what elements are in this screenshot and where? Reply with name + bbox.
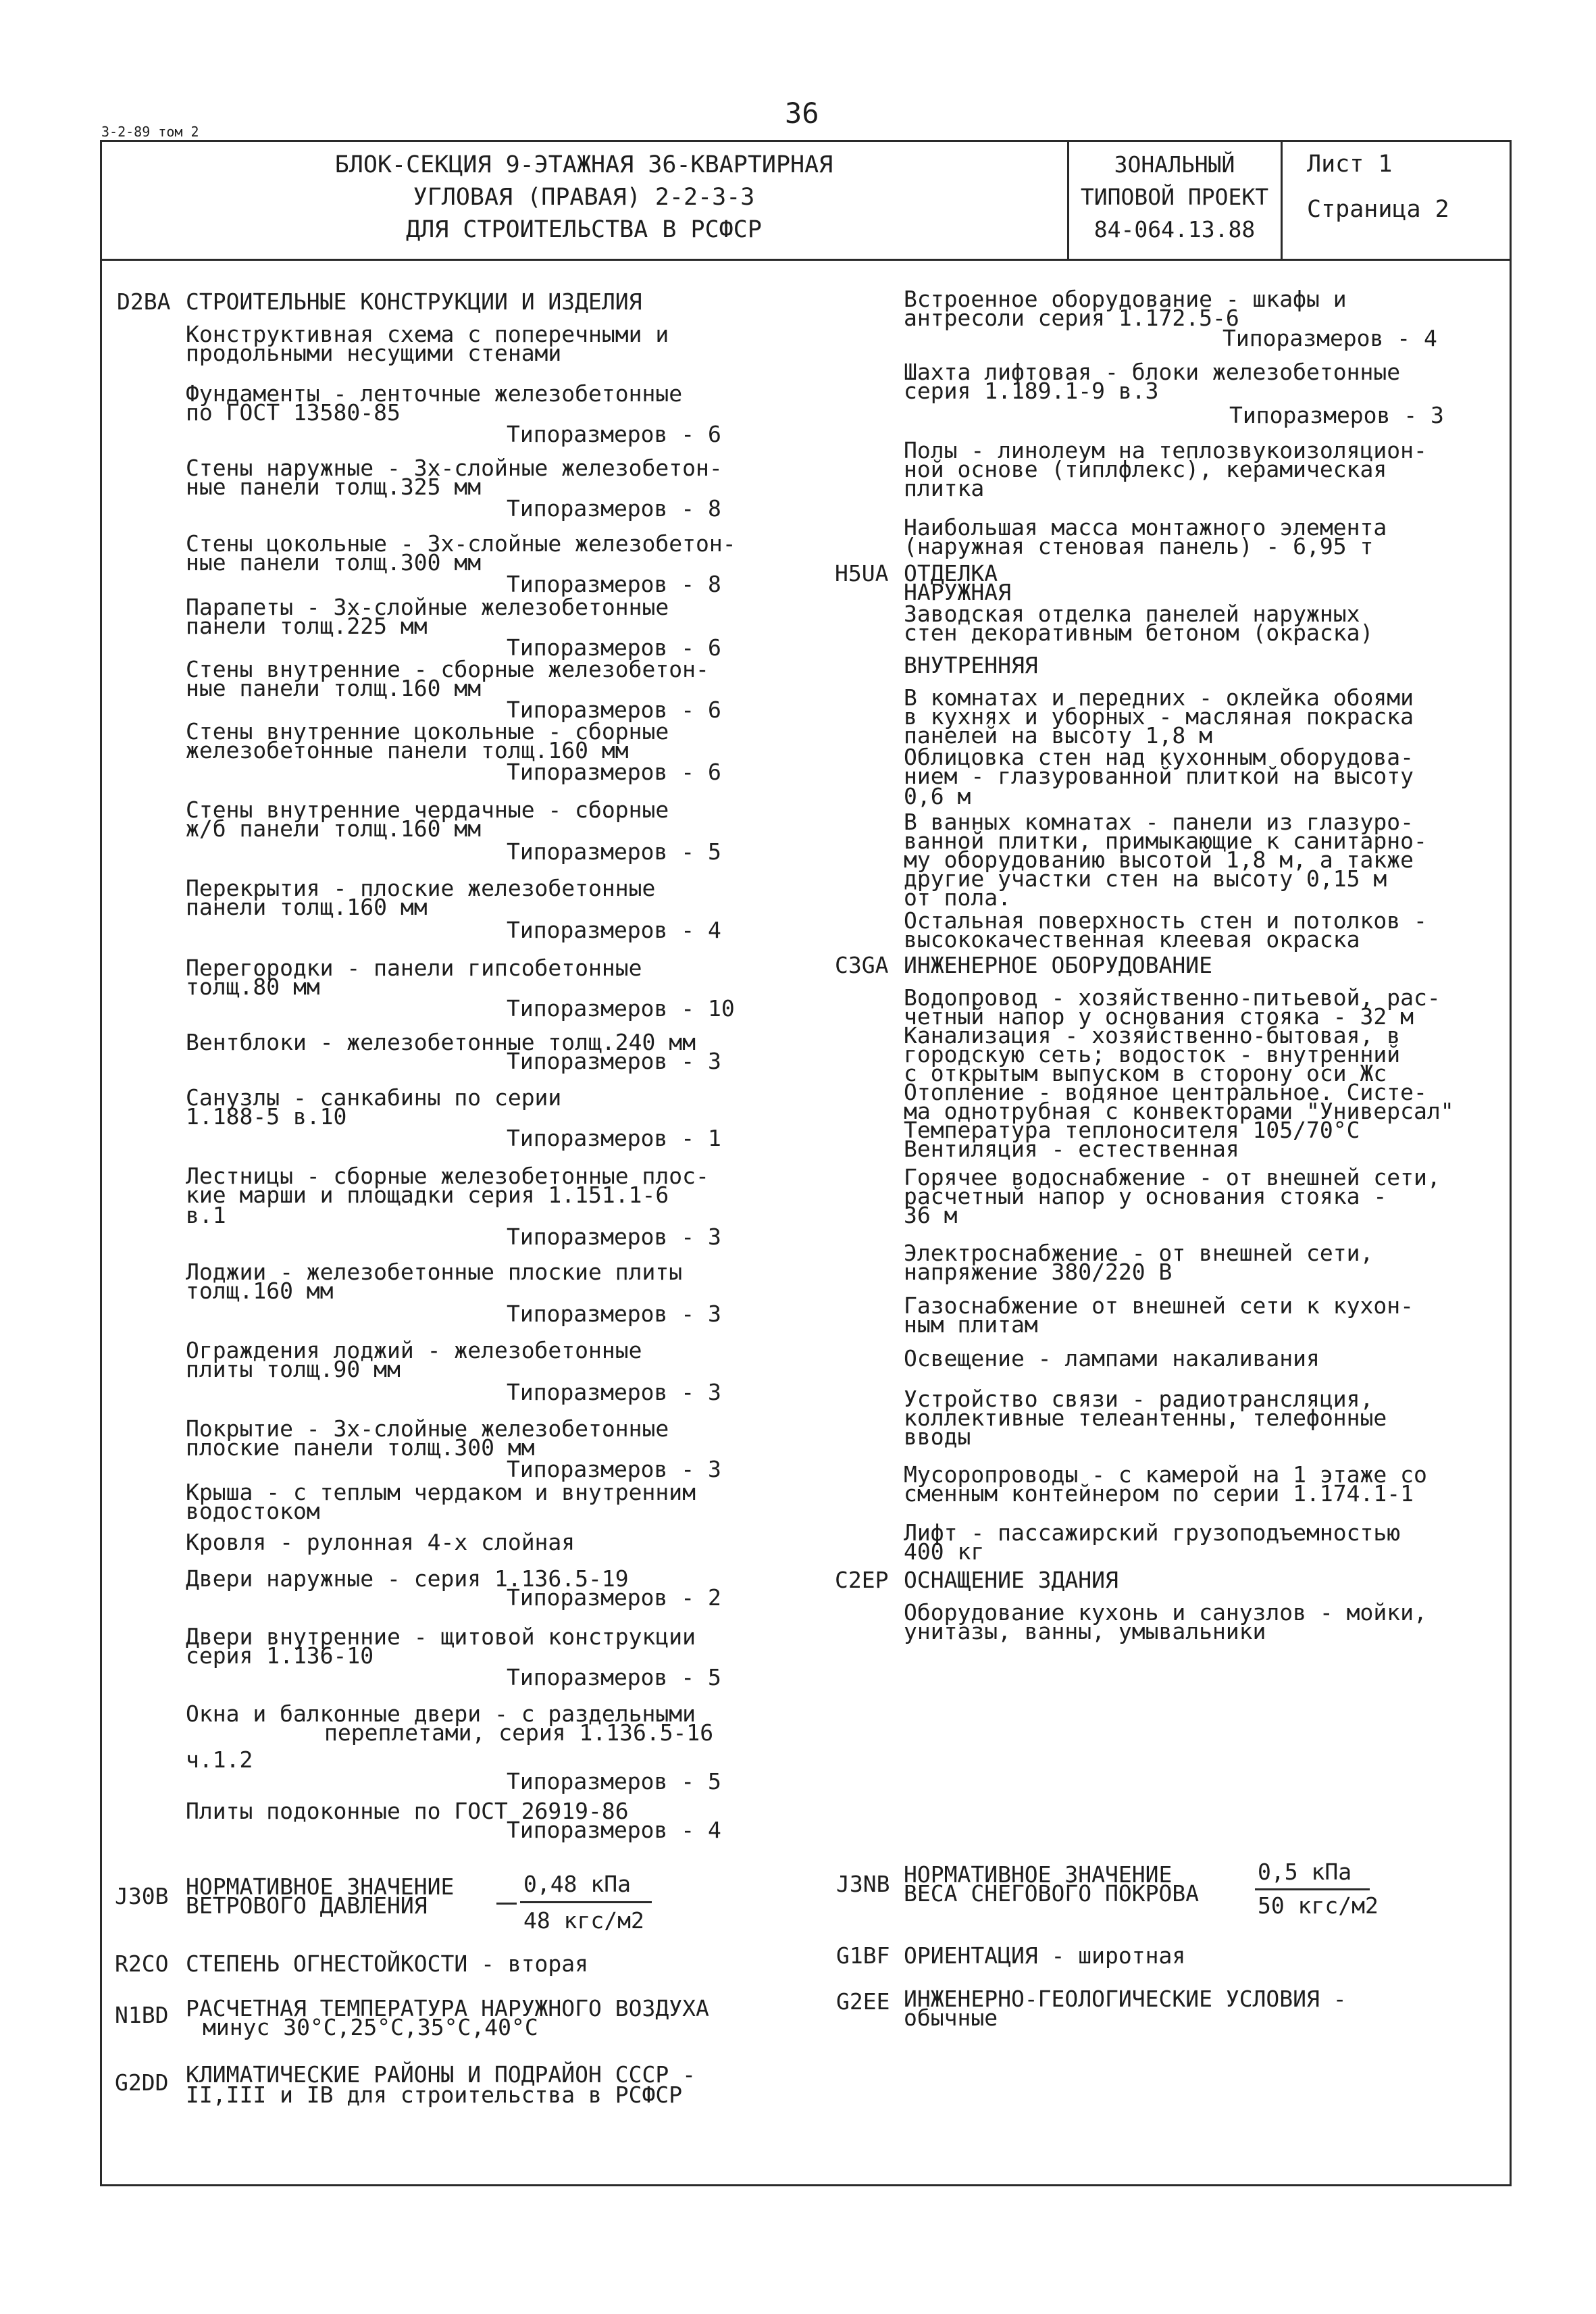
text-line: Типоразмеров - 4 (507, 1817, 721, 1843)
text-line: по ГОСТ 13580-85 (186, 399, 401, 426)
text-line: Канализация - хозяйственно-бытовая, в (904, 1022, 1401, 1049)
code-h5ua: H5UA (835, 560, 889, 586)
text-line: нием - глазурованной плиткой на высоту (904, 763, 1414, 789)
text-line: Стены цокольные - 3х-слойные железобетон- (186, 530, 736, 557)
climate-regions: КЛИМАТИЧЕСКИЕ РАЙОНЫ И ПОДРАЙОН СССР - (186, 2061, 696, 2088)
text-line: Типоразмеров - 3 (507, 1224, 721, 1250)
text-line: Типоразмеров - 3 (507, 1048, 721, 1074)
text-line: плоские панели толщ.300 мм (186, 1434, 535, 1461)
text-line: Типоразмеров - 6 (507, 697, 721, 723)
project-code: ЗОНАЛЬНЫЙ ТИПОВОЙ ПРОЕКТ 84-064.13.88 (1080, 151, 1269, 243)
text-line: Фундаменты - ленточные железобетонные (186, 380, 683, 407)
text-line: ным плитам (904, 1311, 1038, 1338)
text-line: Типоразмеров - 1 (507, 1125, 721, 1151)
dash (496, 1903, 517, 1905)
sheet-number: Лист 1 (1307, 151, 1393, 178)
text-line: унитазы, ванны, умывальники (904, 1618, 1266, 1644)
snow-label: НОРМАТИВНОЕ ЗНАЧЕНИЕ (904, 1861, 1173, 1888)
text-line: расчетный напор у основания стояка - (904, 1183, 1387, 1209)
geology-conditions: ИНЖЕНЕРНО-ГЕОЛОГИЧЕСКИЕ УСЛОВИЯ - (904, 1986, 1347, 2012)
text-line: Вентиляция - естественная (904, 1136, 1239, 1162)
text-line: Санузлы - санкабины по серии (186, 1084, 562, 1111)
text-line: ной основе (типлфлекс), керамическая (904, 456, 1387, 482)
text-line: кие марши и площадки серия 1.151.1-6 (186, 1182, 669, 1208)
text-line: Встроенное оборудование - шкафы и (904, 286, 1347, 312)
code-j30b: J30B (115, 1883, 169, 1909)
text-line: Температура теплоносителя 105/70°С (904, 1117, 1360, 1143)
text-line: серия 1.189.1-9 в.3 (904, 378, 1159, 404)
text-line: Стены наружные - 3х-слойные железобетон- (186, 455, 723, 481)
text-line: Типоразмеров - 6 (507, 421, 721, 447)
text-line: ма однотрубная с конвекторами "Универсал" (904, 1098, 1454, 1124)
divider (1281, 140, 1283, 259)
text-line: панели толщ.225 мм (186, 613, 428, 639)
text-line: в.1 (186, 1202, 226, 1228)
subheading-interior: ВНУТРЕННЯЯ (904, 652, 1038, 678)
text-line: Газоснабжение от внешней сети к кухон- (904, 1292, 1414, 1319)
code-g2dd: G2DD (115, 2069, 169, 2096)
text-line: толщ.80 мм (186, 974, 320, 1000)
text-line: Крыша - с теплым чердаком и внутренним (186, 1479, 696, 1505)
text-line: Типоразмеров - 6 (507, 634, 721, 661)
text-line: продольными несущими стенами (186, 340, 562, 366)
snow-value-kgs: 50 кгс/м2 (1258, 1892, 1379, 1919)
text-line: 0,6 м (904, 783, 971, 809)
text-line: Окна и балконные двери - с раздельными (186, 1701, 696, 1727)
text-line: Типоразмеров - 10 (507, 995, 735, 1022)
text-line: Типоразмеров - 4 (507, 917, 721, 943)
text-line: Отопление - водяное центральное. Систе- (904, 1079, 1427, 1105)
text-line: Типоразмеров - 5 (507, 1768, 721, 1794)
design-temperature: РАСЧЕТНАЯ ТЕМПЕРАТУРА НАРУЖНОГО ВОЗДУХА (186, 1995, 709, 2021)
text-line: ные панели толщ.325 мм (186, 474, 482, 500)
text-line: Типоразмеров - 4 (1222, 325, 1437, 351)
text-line: му оборудованию высотой 1,8 м, а также (904, 847, 1414, 873)
text-line: напряжение 380/220 В (904, 1259, 1173, 1285)
section-heading-engineering: ИНЖЕНЕРНОЕ ОБОРУДОВАНИЕ (904, 952, 1212, 978)
section-heading-equipment: ОСНАЩЕНИЕ ЗДАНИЯ (904, 1567, 1118, 1593)
subheading-exterior: НАРУЖНАЯ (904, 579, 1011, 605)
text-line: сменным контейнером по серии 1.174.1-1 (904, 1480, 1414, 1507)
text-line: Ограждения лоджий - железобетонные (186, 1337, 642, 1363)
text-line: панели толщ.160 мм (186, 894, 428, 920)
snow-value-kpa: 0,5 кПа (1258, 1859, 1352, 1885)
text-line: Перегородки - панели гипсобетонные (186, 955, 642, 981)
text-line: ч.1.2 (186, 1746, 253, 1773)
fire-resistance: СТЕПЕНЬ ОГНЕСТОЙКОСТИ - вторая (186, 1951, 589, 1977)
text-line: (наружная стеновая панель) - 6,95 т (904, 533, 1374, 559)
text-line: Типоразмеров - 6 (507, 759, 721, 785)
text-line: ванной плитки, примыкающие к санитарно- (904, 828, 1427, 854)
text-line: Перекрытия - плоские железобетонные (186, 875, 656, 901)
text-line: коллективные телеантенны, телефонные (904, 1405, 1387, 1431)
text-line: ные панели толщ.160 мм (186, 675, 482, 701)
section-heading-finishing: ОТДЕЛКА (904, 560, 998, 586)
text-line: Типоразмеров - 3 (507, 1301, 721, 1327)
text-line: водостоком (186, 1498, 320, 1524)
text-line: от пола. (904, 884, 1011, 911)
fraction-bar (520, 1901, 652, 1903)
text-line: Электроснабжение - от внешней сети, (904, 1240, 1374, 1266)
text-line: Двери наружные - серия 1.136.5-19 (186, 1565, 629, 1592)
text-line: толщ.160 мм (186, 1278, 334, 1304)
wind-value-kpa: 0,48 кПа (523, 1871, 631, 1897)
text-line: Типоразмеров - 5 (507, 1664, 721, 1690)
text-line: Типоразмеров - 8 (507, 495, 721, 522)
code-c3ga: C3GA (835, 952, 889, 978)
orientation: ОРИЕНТАЦИЯ - широтная (904, 1942, 1186, 1969)
text-line: другие участки стен на высоту 0,15 м (904, 865, 1387, 892)
text-line: Покрытие - 3х-слойные железобетонные (186, 1415, 669, 1442)
wind-label: ВЕТРОВОГО ДАВЛЕНИЯ (186, 1892, 428, 1919)
text-line: Парапеты - 3х-слойные железобетонные (186, 594, 669, 620)
page-number: 36 (785, 97, 819, 130)
text-line: панелей на высоту 1,8 м (904, 722, 1212, 749)
code-g2ee: G2EE (836, 1988, 890, 2015)
series-label: 3-2-89 том 2 (101, 124, 199, 140)
text-line: Полы - линолеум на теплозвукоизоляцион- (904, 437, 1427, 463)
text-line: Стены внутренние чердачные - сборные (186, 797, 669, 823)
code-n1bd: N1BD (115, 2002, 169, 2028)
text-line: ж/б панели толщ.160 мм (186, 815, 482, 842)
text-line: железобетонные панели толщ.160 мм (186, 737, 629, 763)
text-line: высококачественная клеевая окраска (904, 926, 1360, 953)
wind-label: НОРМАТИВНОЕ ЗНАЧЕНИЕ (186, 1873, 455, 1900)
text-line: Заводская отделка панелей наружных (904, 601, 1360, 627)
document-title: БЛОК-СЕКЦИЯ 9-ЭТАЖНАЯ 36-КВАРТИРНАЯ УГЛОВАЯ (ПРАВАЯ) 2-2-3-3 ДЛЯ СТРОИТЕЛЬСТВА В РСФСР (334, 151, 833, 243)
text-line: 400 кг (904, 1538, 985, 1565)
text-line: В комнатах и передних - оклейка обоями (904, 684, 1414, 711)
text-line: антресоли серия 1.172.5-6 (904, 305, 1239, 331)
text-line: Горячее водоснабжение - от внешней сети, (904, 1164, 1441, 1190)
text-line: городскую сеть; водосток - внутренний (904, 1041, 1401, 1067)
code-j3nb: J3NB (836, 1871, 890, 1897)
text-line: ные панели толщ.300 мм (186, 549, 482, 576)
text-line: стен декоративным бетоном (окраска) (904, 620, 1374, 646)
text-line: Освещение - лампами накаливания (904, 1345, 1320, 1372)
text-line: Лифт - пассажирский грузоподъемностью (904, 1519, 1401, 1546)
wind-value-kgs: 48 кгс/м2 (523, 1907, 644, 1934)
text-line: Типоразмеров - 2 (507, 1584, 721, 1611)
text-line: Типоразмеров - 3 (507, 1456, 721, 1482)
text-line: В ванных комнатах - панели из глазуро- (904, 809, 1414, 835)
text-line: Шахта лифтовая - блоки железобетонные (904, 359, 1401, 385)
text-line: Типоразмеров - 3 (507, 1379, 721, 1405)
code-d2ba: D2BA (117, 288, 171, 315)
text-line: четный напор у основания стояка - 32 м (904, 1003, 1414, 1030)
text-line: Типоразмеров - 8 (507, 571, 721, 597)
text-line: серия 1.136-10 (186, 1642, 374, 1669)
text-line: Наибольшая масса монтажного элемента (904, 514, 1387, 540)
text-line: Плиты подоконные по ГОСТ 26919-86 (186, 1798, 629, 1824)
page-label: Страница 2 (1307, 196, 1449, 223)
text-line: Облицовка стен над кухонным оборудова- (904, 744, 1414, 770)
text-line: Конструктивная схема с поперечными и (186, 321, 669, 347)
text-line: Вентблоки - железобетонные толщ.240 мм (186, 1029, 696, 1055)
code-g1bf: G1BF (836, 1942, 890, 1969)
text-line: плитка (904, 475, 985, 501)
snow-label: ВЕСА СНЕГОВОГО ПОКРОВА (904, 1880, 1200, 1907)
text-line: Остальная поверхность стен и потолков - (904, 907, 1427, 934)
text-line: вводы (904, 1424, 971, 1450)
text-line: Оборудование кухонь и санузлов - мойки, (904, 1599, 1427, 1626)
text-line: Мусоропроводы - с камерой на 1 этаже со (904, 1461, 1427, 1488)
text-line: Устройство связи - радиотрансляция, (904, 1386, 1374, 1412)
fraction-bar (1255, 1888, 1370, 1890)
text-line: Стены внутренние - сборные железобетон- (186, 656, 709, 682)
text-line: переплетами, серия 1.136.5-16 (324, 1719, 714, 1746)
text-line: плиты толщ.90 мм (186, 1356, 401, 1382)
text-line: Водопровод - хозяйственно-питьевой, рас- (904, 984, 1441, 1011)
divider (1067, 140, 1069, 259)
text-line: Типоразмеров - 5 (507, 838, 721, 865)
text-line: Двери внутренние - щитовой конструкции (186, 1624, 696, 1650)
text-line: 1.188-5 в.10 (186, 1103, 347, 1130)
text-line: 36 м (904, 1202, 958, 1228)
text-line: Стены внутренние цокольные - сборные (186, 718, 669, 745)
code-r2co: R2CO (115, 1951, 169, 1977)
geology-conditions-value: обычные (904, 2005, 998, 2031)
text-line: Лоджии - железобетонные плоские плиты (186, 1259, 683, 1285)
text-line: Кровля - рулонная 4-х слойная (186, 1529, 575, 1555)
design-temperature-values: минус 30°С,25°С,35°С,40°С (203, 2014, 538, 2040)
text-line: в кухнях и уборных - масляная покраска (904, 703, 1414, 730)
text-line: Типоразмеров - 3 (1229, 402, 1444, 428)
climate-regions-values: II,III и IB для строительства в РСФСР (186, 2082, 683, 2108)
section-heading-structures: СТРОИТЕЛЬНЫЕ КОНСТРУКЦИИ И ИЗДЕЛИЯ (186, 288, 642, 315)
text-line: Лестницы - сборные железобетонные плос- (186, 1163, 709, 1189)
text-line: с открытым выпуском в сторону оси Жс (904, 1060, 1387, 1086)
code-c2ep: C2EP (835, 1567, 889, 1593)
